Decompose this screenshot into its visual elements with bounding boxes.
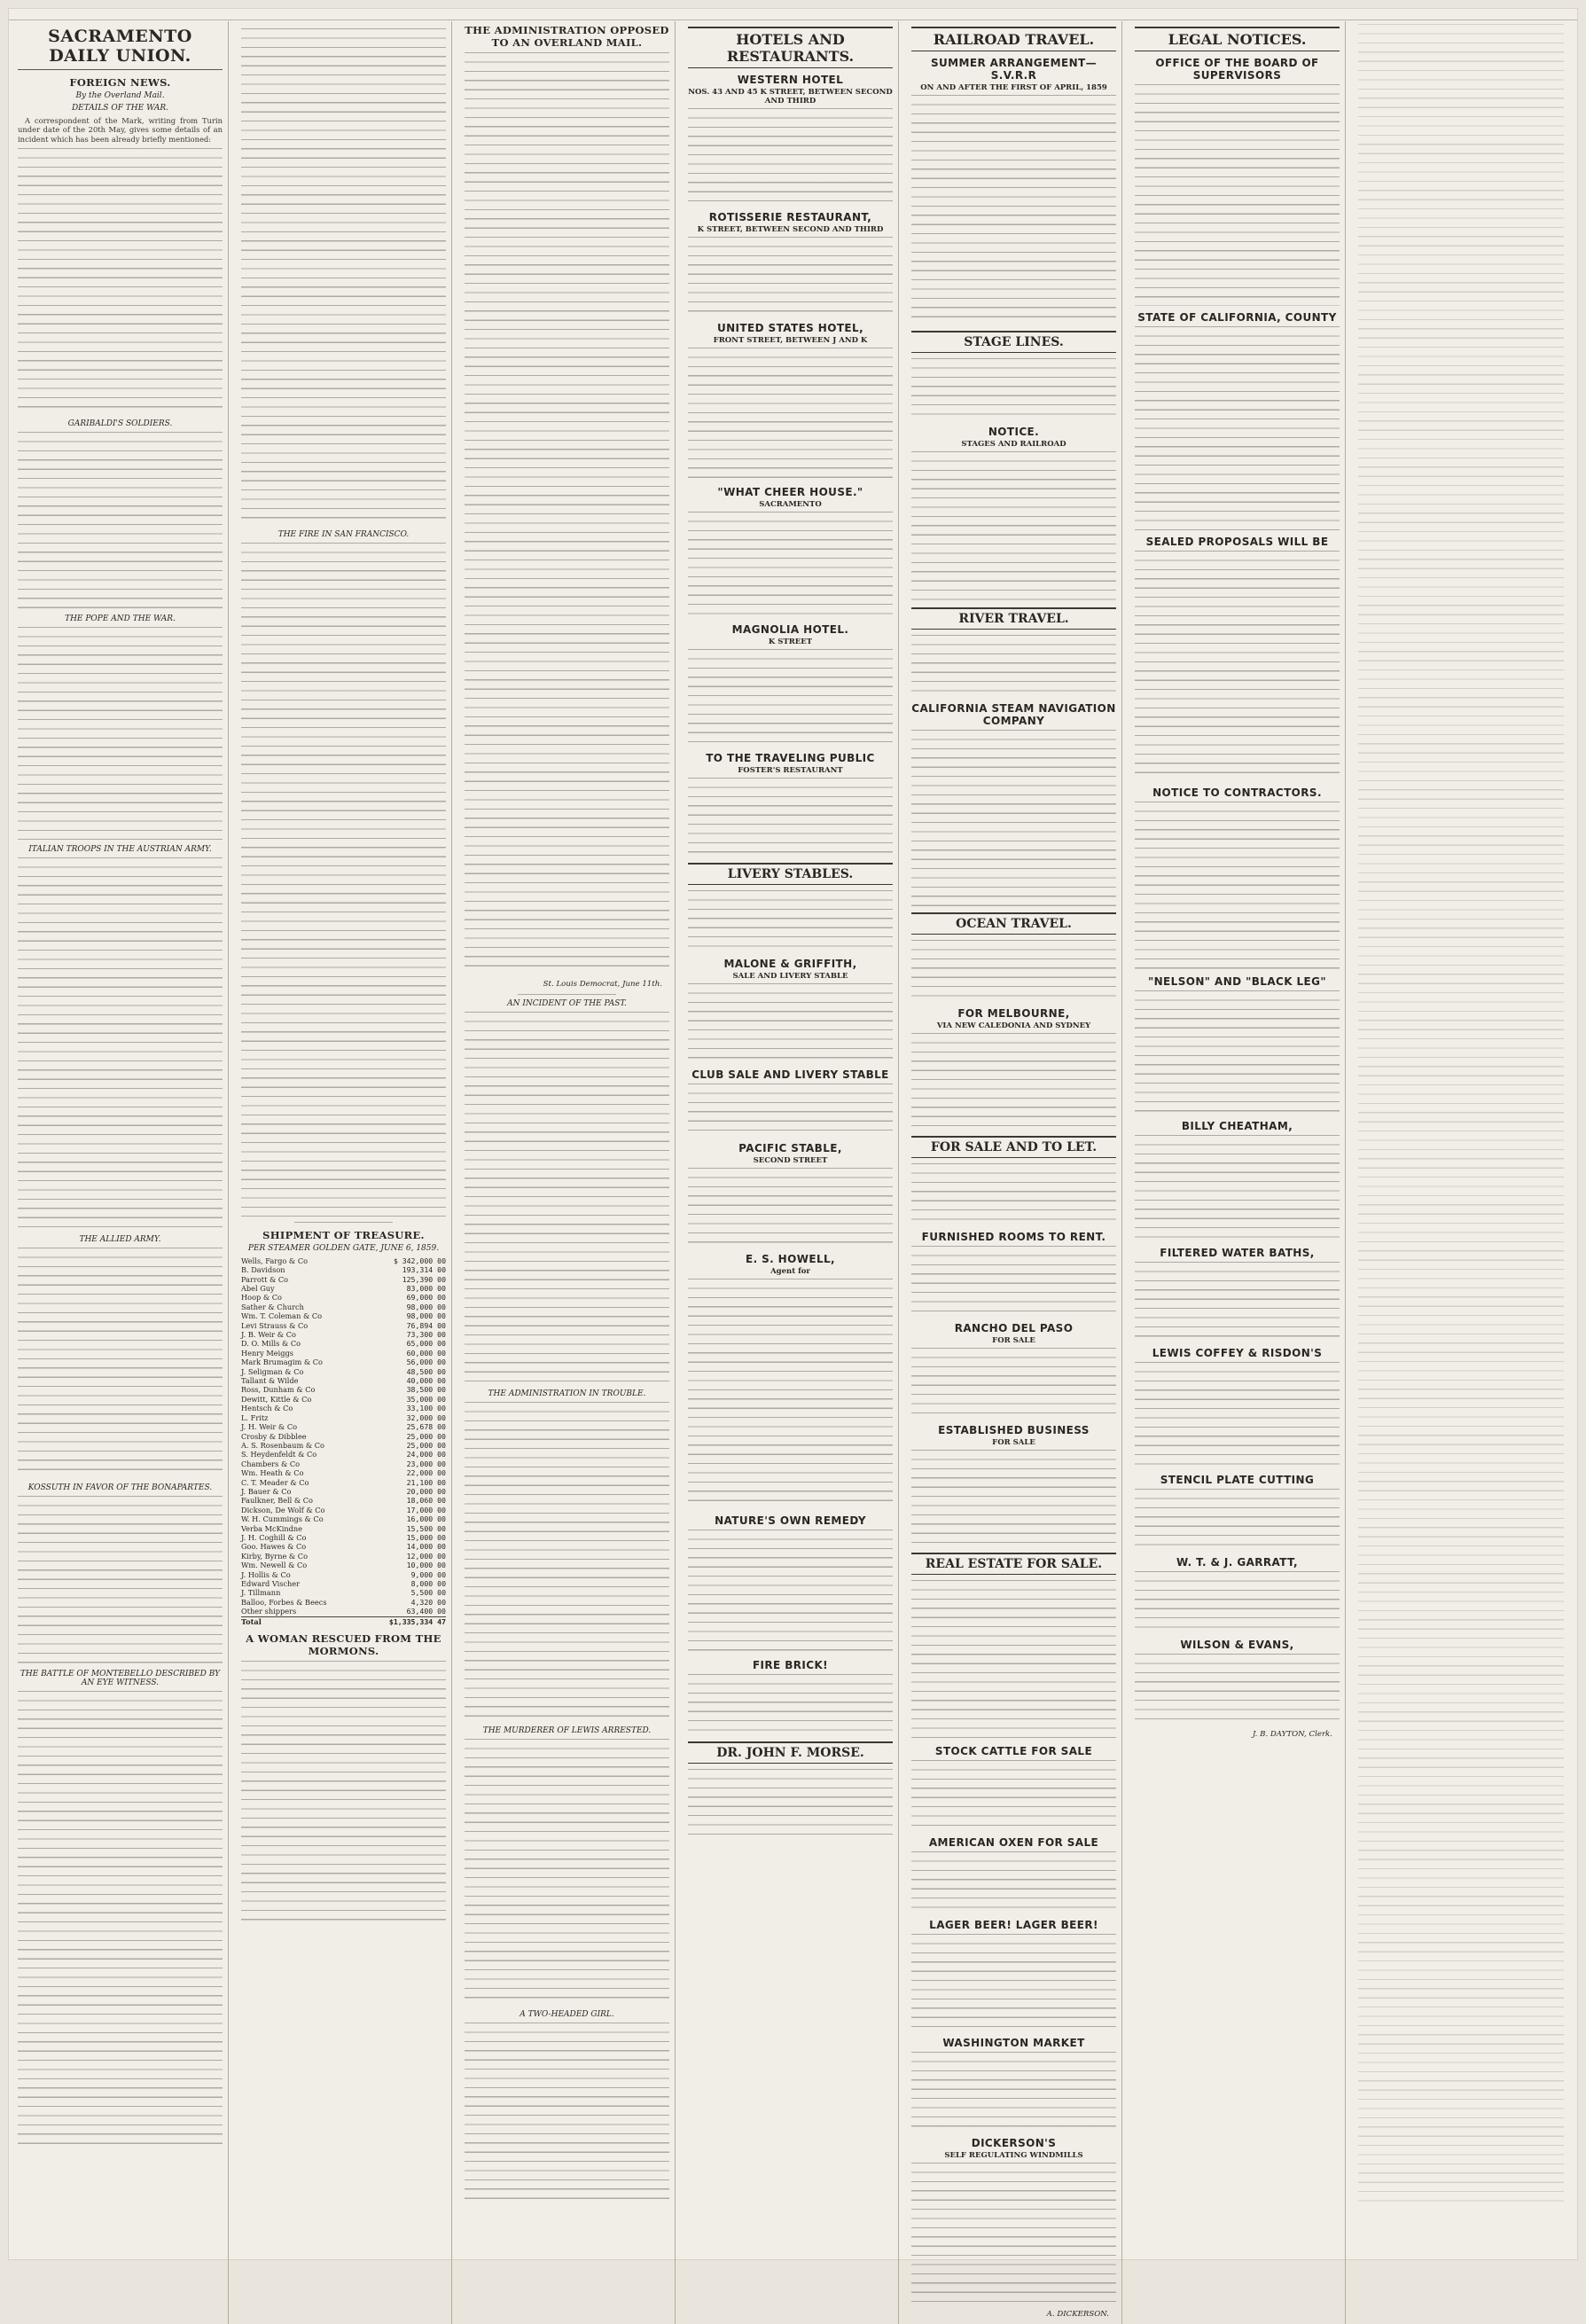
ad-title: MALONE & GRIFFITH, [723, 958, 857, 970]
shipment-amount: 25,000 00 [406, 1431, 446, 1441]
shipment-amount: 125,390 00 [402, 1274, 446, 1284]
ad-title: WESTERN HOTEL [737, 74, 844, 86]
clerk-signature: J. B. DAYTON, Clerk. [1252, 1730, 1332, 1739]
shipment-row [241, 1413, 446, 1422]
column-4 [688, 21, 899, 2324]
shipper-name: Wm. Heath & Co [241, 1468, 304, 1478]
shipment-row [241, 1598, 446, 1607]
ad-body-text [1135, 84, 1340, 306]
shipper-name: Mark Brumagim & Co [241, 1358, 323, 1367]
ad-body-text [911, 95, 1116, 325]
shipper-name: J. Tillmann [241, 1588, 281, 1598]
shipper-name: Balloo, Forbes & Beecs [241, 1597, 327, 1607]
shipper-name: Kirby, Byrne & Co [241, 1551, 308, 1561]
shipment-row [241, 1607, 446, 1616]
section-head: AN INCIDENT OF THE PAST. [507, 998, 627, 1008]
ad-body-text [1135, 551, 1340, 781]
ad-body-text [911, 1851, 1116, 1913]
source-credit: St. Louis Democrat, June 11th. [543, 979, 662, 989]
ad-title: NATURE'S OWN REMEDY [715, 1514, 866, 1527]
column-1 [18, 21, 229, 2324]
shipment-amount: 98,000 00 [406, 1311, 446, 1321]
shipper-name: J. Seligman & Co [241, 1366, 304, 1376]
shipper-name: Chambers & Co [241, 1459, 301, 1468]
shipment-row [241, 1422, 446, 1431]
shipment-amount: 15,000 00 [406, 1532, 446, 1542]
shipment-row [241, 1487, 446, 1496]
shipment-row [241, 1432, 446, 1441]
ad-body-text [1135, 1135, 1340, 1241]
shipment-row [241, 1468, 446, 1477]
shipment-row [241, 1339, 446, 1348]
shipper-name: J. B. Weir & Co [241, 1330, 296, 1340]
ad-title: FILTERED WATER BATHS, [1160, 1247, 1315, 1259]
ad-body-text [911, 2052, 1116, 2132]
article-text [18, 1691, 223, 2152]
ad-title: FOR SALE AND TO LET. [911, 1136, 1116, 1158]
ad-body-text [911, 1934, 1116, 2031]
shipment-row [241, 1496, 446, 1505]
ad-subtitle: VIA NEW CALEDONIA AND SYDNEY [936, 1021, 1091, 1030]
shipper-name: J. H. Coghill & Co [241, 1532, 307, 1542]
ad-body-text [688, 1674, 893, 1736]
ad-body-text [911, 635, 1116, 697]
shipper-name: W. H. Cummings & Co [241, 1514, 324, 1524]
ad-title: FURNISHED ROOMS TO RENT. [921, 1231, 1106, 1243]
shipment-amount: 21,100 00 [406, 1477, 446, 1487]
shipment-amount: 22,000 00 [406, 1468, 446, 1478]
ad-body-text [1135, 990, 1340, 1115]
shipment-row [241, 1524, 446, 1533]
ad-body-text [1135, 326, 1340, 530]
section-head: THE POPE AND THE WAR. [65, 614, 176, 623]
shipment-amount: 33,100 00 [406, 1404, 446, 1413]
ad-body-text [688, 237, 893, 317]
shipment-amount: 20,000 00 [406, 1486, 446, 1496]
section-head: THE ALLIED ARMY. [79, 1234, 161, 1244]
article-text [18, 1496, 223, 1664]
shipper-name: J. Bauer & Co [241, 1486, 292, 1496]
shipment-row [241, 1367, 446, 1376]
divider [518, 994, 616, 995]
shipment-row [241, 1376, 446, 1385]
shipper-name: C. T. Meader & Co [241, 1477, 309, 1487]
shipment-row [241, 1533, 446, 1542]
ad-body-text [1135, 1654, 1340, 1725]
ad-body-text [911, 1348, 1116, 1419]
ad-title: OFFICE OF THE BOARD OF SUPERVISORS [1155, 57, 1319, 82]
shipment-row [241, 1441, 446, 1450]
shipper-name: Dewitt, Kittle & Co [241, 1394, 312, 1404]
ad-title: ESTABLISHED BUSINESS [938, 1424, 1090, 1436]
article-text [18, 148, 223, 414]
ad-subtitle: FOSTER'S RESTAURANT [738, 766, 843, 775]
ad-body-text [688, 348, 893, 481]
ad-title: MAGNOLIA HOTEL. [731, 623, 849, 636]
shipment-row [241, 1478, 446, 1487]
shipment-row [241, 1330, 446, 1339]
shipment-amount: 14,000 00 [406, 1542, 446, 1552]
shipment-amount: 12,000 00 [406, 1551, 446, 1561]
ad-title: "WHAT CHEER HOUSE." [717, 486, 863, 498]
article-text [18, 627, 223, 840]
shipment-row [241, 1570, 446, 1579]
shipment-amount: 76,894 00 [406, 1320, 446, 1330]
shipment-amount: 15,500 00 [406, 1523, 446, 1533]
ad-body-text [688, 1769, 893, 1840]
shipment-amount: 73,300 00 [406, 1330, 446, 1340]
shipper-name: Crosby & Dibblee [241, 1431, 307, 1441]
ad-subtitle: ON AND AFTER THE FIRST OF APRIL, 1859 [920, 83, 1107, 92]
shipment-row [241, 1404, 446, 1412]
shipment-heading: SHIPMENT OF TREASURE. [262, 1229, 425, 1241]
shipment-amount: 35,000 00 [406, 1394, 446, 1404]
shipment-row [241, 1275, 446, 1284]
ad-body-text [911, 1580, 1116, 1740]
shipment-amount: 63,400 00 [406, 1607, 446, 1616]
ad-title: W. T. & J. GARRATT, [1176, 1556, 1298, 1569]
total-amount: $1,335,334 47 [388, 1616, 446, 1626]
ad-body-text [688, 890, 893, 952]
section-head: THE FIRE IN SAN FRANCISCO. [277, 530, 410, 539]
ad-title: E. S. HOWELL, [745, 1253, 836, 1265]
shipment-row [241, 1385, 446, 1394]
ad-title: STOCK CATTLE FOR SALE [934, 1745, 1093, 1757]
shipment-amount: 4,320 00 [410, 1597, 446, 1607]
ad-body-text [911, 451, 1116, 602]
faded-edge [1358, 24, 1564, 2205]
ad-body-text [688, 1084, 893, 1137]
ad-body-text [688, 649, 893, 747]
ad-body-text [911, 1033, 1116, 1131]
ads-list [1135, 57, 1340, 1725]
ad-subtitle: K STREET [768, 638, 813, 646]
ad-body-text [688, 1168, 893, 1248]
shipment-row [241, 1459, 446, 1468]
ad-title: ROTISSERIE RESTAURANT, [708, 211, 872, 223]
shipment-row [241, 1561, 446, 1569]
ad-body-text [911, 1450, 1116, 1547]
shipment-amount: 23,000 00 [406, 1459, 446, 1468]
column-7 [1358, 21, 1569, 2324]
shipment-amount: 10,000 00 [406, 1561, 446, 1570]
ad-subtitle: FOR SALE [992, 1438, 1035, 1447]
shipper-name: Verba McKindne [241, 1523, 302, 1533]
shipment-row [241, 1506, 446, 1514]
ad-body-text [911, 1246, 1116, 1317]
section-head: THE ADMINISTRATION IN TROUBLE. [488, 1389, 646, 1398]
shipment-amount: $ 342,000 00 [393, 1256, 446, 1265]
shipper-name: Goo. Hawes & Co [241, 1542, 307, 1552]
shipment-row [241, 1358, 446, 1366]
ad-body-text [688, 778, 893, 857]
ad-body-text [911, 940, 1116, 1002]
shipper-name: Levi Strauss & Co [241, 1320, 309, 1330]
ad-title: NOTICE. [988, 426, 1040, 438]
ad-signature: A. DICKERSON. [1046, 2310, 1109, 2319]
ad-title: STAGE LINES. [911, 331, 1116, 353]
ad-title: OCEAN TRAVEL. [911, 912, 1116, 935]
shipment-amount: 9,000 00 [410, 1569, 446, 1579]
shipment-amount: 38,500 00 [406, 1385, 446, 1395]
ad-title: WILSON & EVANS, [1180, 1639, 1294, 1651]
article-text [465, 52, 669, 974]
ad-subtitle: FRONT STREET, BETWEEN J AND K [713, 336, 868, 345]
section-head: KOSSUTH IN FAVOR OF THE BONAPARTES. [27, 1483, 213, 1492]
ad-title: UNITED STATES HOTEL, [716, 322, 864, 334]
shipment-row [241, 1284, 446, 1293]
section-legal: LEGAL NOTICES. [1135, 27, 1340, 51]
ads-list [688, 74, 893, 1840]
shipment-row [241, 1395, 446, 1404]
article-text [241, 543, 446, 1217]
section-head: DETAILS OF THE WAR. [71, 103, 169, 113]
ad-subtitle: SELF REGULATING WINDMILLS [944, 2151, 1083, 2160]
ad-body-text [911, 1163, 1116, 1225]
article-text [18, 432, 223, 609]
shipment-row [241, 1349, 446, 1358]
ad-title: CALIFORNIA STEAM NAVIGATION COMPANY [911, 702, 1116, 727]
ad-body-text [1135, 1489, 1340, 1551]
shipper-name: Wm. T. Coleman & Co [241, 1311, 323, 1321]
ad-title: "NELSON" AND "BLACK LEG" [1147, 975, 1327, 988]
ad-title: BILLY CHEATHAM, [1181, 1120, 1293, 1132]
shipment-amount: 83,000 00 [406, 1284, 446, 1294]
headline-foreign-news: FOREIGN NEWS. [69, 76, 171, 89]
ad-title: STENCIL PLATE CUTTING [1160, 1474, 1315, 1486]
ad-body-text [911, 2163, 1116, 2304]
shipment-total [241, 1616, 446, 1626]
ad-title: LEWIS COFFEY & RISDON'S [1152, 1347, 1323, 1359]
article-text [465, 1402, 669, 1721]
shipment-row [241, 1588, 446, 1597]
shipment-row [241, 1293, 446, 1302]
ad-body-text [911, 358, 1116, 420]
shipment-row [241, 1542, 446, 1551]
ad-subtitle: SECOND STREET [753, 1156, 828, 1165]
article-text [241, 28, 446, 525]
shipment-amount: 32,000 00 [406, 1412, 446, 1422]
ad-title: DICKERSON'S [971, 2137, 1057, 2149]
shipper-name: Sather & Church [241, 1302, 304, 1311]
shipment-intro: PER STEAMER GOLDEN GATE, JUNE 6, 1859. [247, 1243, 440, 1253]
ad-body-text [911, 730, 1116, 907]
shipment-row [241, 1303, 446, 1311]
section-head: GARIBALDI'S SOLDIERS. [67, 419, 173, 428]
shipper-name: Edward Vischer [241, 1579, 301, 1589]
shipment-amount: 17,000 00 [406, 1505, 446, 1514]
article-text [465, 2023, 669, 2200]
headline-overland-mail: THE ADMINISTRATION OPPOSED TO AN OVERLAND MAIL. [465, 24, 669, 49]
ad-body-text [688, 108, 893, 206]
ad-title: STATE OF CALIFORNIA, COUNTY [1137, 311, 1337, 324]
column-5 [911, 21, 1122, 2324]
ad-title: FOR MELBOURNE, [957, 1007, 1070, 1020]
section-head: A TWO-HEADED GIRL. [520, 2009, 614, 2019]
shipment-amount: 5,500 00 [410, 1588, 446, 1598]
ad-subtitle: Agent for [770, 1267, 810, 1276]
shipment-amount: 98,000 00 [406, 1302, 446, 1311]
ad-title: WASHINGTON MARKET [942, 2037, 1085, 2049]
shipment-row [241, 1311, 446, 1320]
shipper-name: Abel Guy [241, 1284, 275, 1294]
shipment-amount: 18,060 00 [406, 1496, 446, 1506]
section-head: A WOMAN RESCUED FROM THE MORMONS. [246, 1632, 441, 1657]
section-head: ITALIAN TROOPS IN THE AUSTRIAN ARMY. [28, 844, 212, 854]
ad-title: SEALED PROPOSALS WILL BE [1145, 536, 1329, 548]
ad-title: RANCHO DEL PASO [954, 1322, 1074, 1334]
shipment-amount: 8,000 00 [410, 1579, 446, 1589]
ad-title: PACIFIC STABLE, [738, 1142, 842, 1154]
ad-title: DR. JOHN F. MORSE. [688, 1741, 893, 1764]
ad-title: FIRE BRICK! [752, 1659, 829, 1671]
shipment-amount: 69,000 00 [406, 1293, 446, 1303]
ad-body-text [1135, 1571, 1340, 1633]
shipment-table [241, 1256, 446, 1626]
ad-title: CLUB SALE AND LIVERY STABLE [691, 1068, 889, 1081]
shipper-name: J. H. Weir & Co [241, 1422, 298, 1432]
shipper-name: Henry Meiggs [241, 1348, 293, 1358]
shipment-amount: 60,000 00 [406, 1348, 446, 1358]
shipment-row [241, 1579, 446, 1588]
ad-title: REAL ESTATE FOR SALE. [911, 1553, 1116, 1575]
top-edge [9, 9, 1577, 20]
shipper-name: Dickson, De Wolf & Co [241, 1505, 325, 1514]
ad-body-text [1135, 1362, 1340, 1468]
divider [294, 1222, 393, 1223]
ad-body-text [1135, 1262, 1340, 1342]
ad-title: SUMMER ARRANGEMENT—S.V.R.R [931, 57, 1097, 82]
shipment-amount: 24,000 00 [406, 1450, 446, 1459]
section-head: THE MURDERER OF LEWIS ARRESTED. [482, 1725, 652, 1735]
ad-subtitle: NOS. 43 AND 45 K STREET, BETWEEN SECOND AND THIRD [688, 88, 893, 106]
article-text [465, 1012, 669, 1384]
ad-body-text [688, 1279, 893, 1509]
article-text [18, 857, 223, 1230]
ad-title: RIVER TRAVEL. [911, 607, 1116, 630]
byline: By the Overland Mail. [75, 90, 165, 100]
shipment-row [241, 1450, 446, 1459]
shipment-amount: 16,000 00 [406, 1514, 446, 1524]
ad-subtitle: STAGES AND RAILROAD [961, 440, 1066, 449]
shipment-row [241, 1514, 446, 1523]
shipment-amount: 40,000 00 [406, 1376, 446, 1386]
shipper-name: Wm. Newell & Co [241, 1561, 308, 1570]
article-text [465, 1739, 669, 2005]
lead-paragraph: A correspondent of the Mark, writing from Turin under date of the 20th May, gives some details of an incident which has been already briefly mentioned: [18, 115, 223, 144]
column-2 [241, 21, 452, 2324]
shipper-name: B. Davidson [241, 1265, 285, 1275]
shipment-row [241, 1321, 446, 1330]
ad-title: LIVERY STABLES. [688, 863, 893, 885]
shipper-name: Ross, Dunham & Co [241, 1385, 316, 1395]
ad-title: NOTICE TO CONTRACTORS. [1152, 786, 1322, 799]
ad-subtitle: FOR SALE [992, 1336, 1035, 1345]
shipper-name: J. Hollis & Co [241, 1569, 291, 1579]
article-text [241, 1661, 446, 1927]
ad-body-text [688, 512, 893, 618]
section-hotels: HOTELS AND RESTAURANTS. [688, 27, 893, 68]
ad-body-text [911, 1760, 1116, 1831]
shipper-name: S. Heydenfeldt & Co [241, 1450, 317, 1459]
ad-title: TO THE TRAVELING PUBLIC [706, 752, 875, 764]
column-grid [9, 21, 1577, 2319]
ad-subtitle: K STREET, BETWEEN SECOND AND THIRD [697, 225, 884, 234]
ad-title: LAGER BEER! LAGER BEER! [929, 1919, 1098, 1931]
shipper-name: Wells, Fargo & Co [241, 1256, 309, 1265]
ad-subtitle: SACRAMENTO [759, 500, 822, 509]
ad-title: AMERICAN OXEN FOR SALE [928, 1836, 1099, 1849]
column-6 [1135, 21, 1346, 2324]
ad-body-text [1135, 802, 1340, 970]
masthead: SACRAMENTO DAILY UNION. [18, 27, 223, 70]
shipper-name: A. S. Rosenbaum & Co [241, 1440, 324, 1450]
shipment-amount: 193,314 00 [402, 1265, 446, 1275]
section-head: THE BATTLE OF MONTEBELLO DESCRIBED BY AN EYE WITNESS. [20, 1669, 221, 1687]
column-3 [465, 21, 676, 2324]
shipper-name: Hoop & Co [241, 1293, 282, 1303]
shipper-name: Tallant & Wilde [241, 1376, 299, 1386]
shipper-name: Other shippers [241, 1607, 297, 1616]
shipment-amount: 56,000 00 [406, 1358, 446, 1367]
shipment-row [241, 1265, 446, 1274]
shipment-amount: 25,678 00 [406, 1422, 446, 1432]
shipment-amount: 25,000 00 [406, 1440, 446, 1450]
shipper-name: Faulkner, Bell & Co [241, 1496, 313, 1506]
shipment-row [241, 1552, 446, 1561]
total-label: Total [241, 1616, 262, 1626]
ad-body-text [688, 1530, 893, 1654]
shipper-name: Parrott & Co [241, 1274, 289, 1284]
ad-subtitle: SALE AND LIVERY STABLE [732, 972, 848, 981]
article-text [18, 1248, 223, 1478]
ad-body-text [688, 983, 893, 1063]
shipper-name: L. Fritz [241, 1412, 269, 1422]
shipment-amount: 65,000 00 [406, 1339, 446, 1349]
ads-list [911, 57, 1116, 2304]
newspaper-page [9, 9, 1577, 2319]
shipment-row [241, 1256, 446, 1265]
shipper-name: Hentsch & Co [241, 1404, 293, 1413]
shipper-name: D. O. Mills & Co [241, 1339, 301, 1349]
shipment-amount: 48,500 00 [406, 1366, 446, 1376]
section-railroad: RAILROAD TRAVEL. [911, 27, 1116, 51]
